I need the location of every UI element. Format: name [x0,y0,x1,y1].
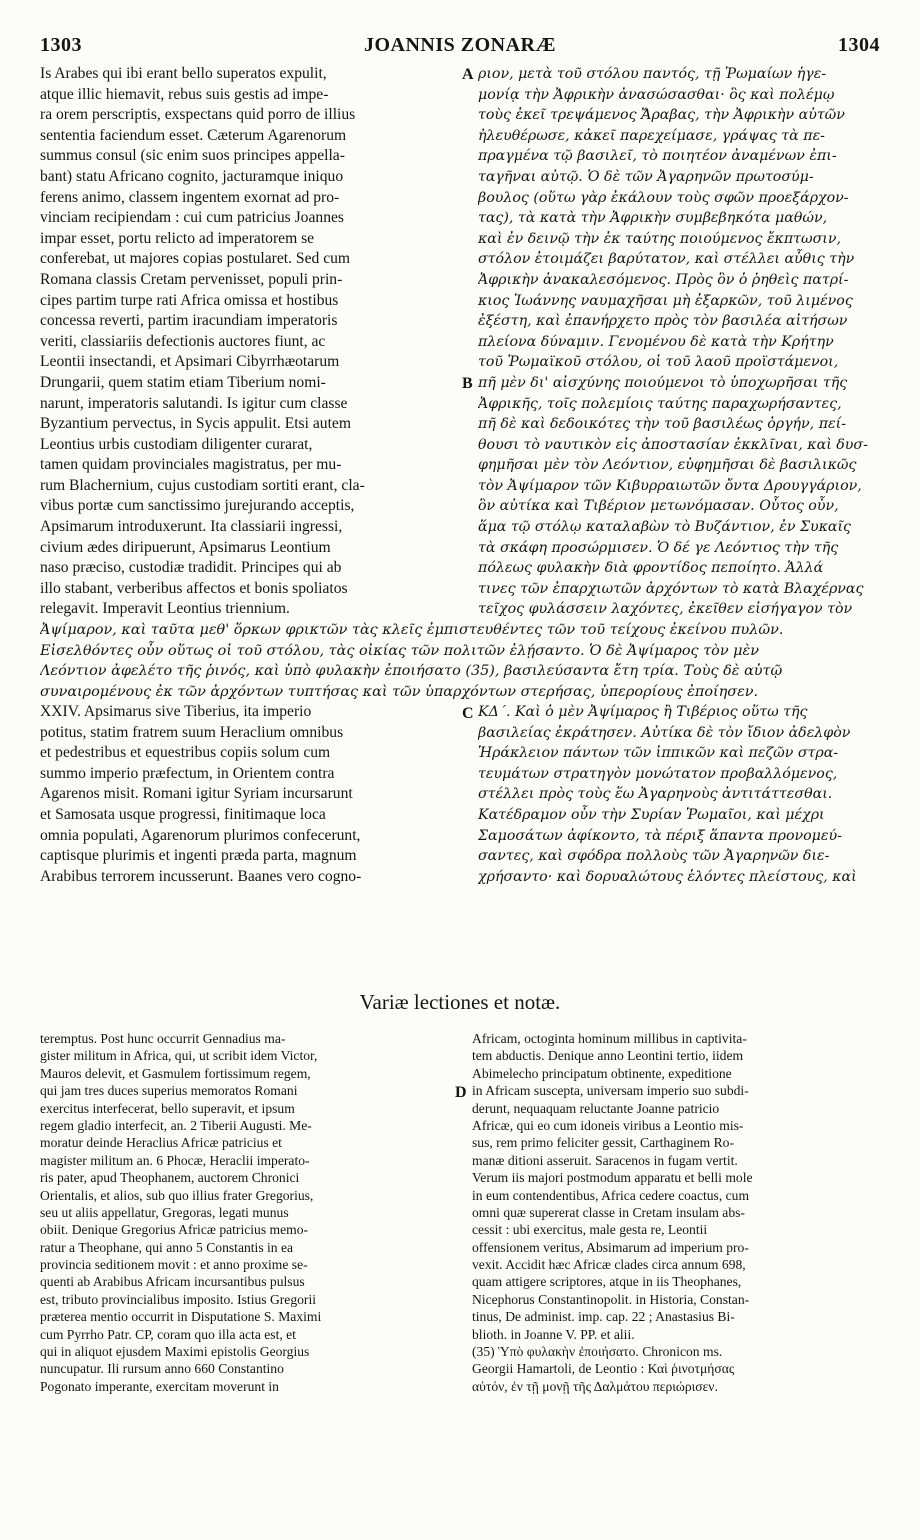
greek-text-line: Ἡράκλειον πάντων τῶν ἱππικῶν καὶ πεζῶν στρα- [478,745,839,762]
latin-text-line: Is Arabes qui ibi erant bello superatos expulit, [40,65,327,82]
greek-text-line: Κατέδραμον οὖν τὴν Συρίαν Ῥωμαῖοι, καὶ μέχρι [478,806,825,823]
note-text-line: Africæ, qui eo cum idoneis viribus a Leontio mis- [472,1117,744,1133]
latin-text-line: potitus, statim fratrem suum Heraclium omnibus [40,723,344,741]
greek-text-line: Σαμοσάτων ἀφίκοντο, τὰ πέριξ ἅπαντα προνομεύ- [478,827,842,844]
latin-text-line: Apsimarum introduxerunt. Ita classiarii ingressi, [40,518,343,536]
greek-text-line: Εἰσελθόντες οὖν οὕτως οἱ τοῦ στόλου, τὰς οἰκίας τῶν πολιτῶν ἐλῄσαντο. Ὁ δὲ Ἀψίμαρος τὸν μὲν [40,642,759,659]
greek-text-line: τὰ σκάφη προσώρμισεν. Ὁ δέ γε Λεόντιος τὴν τῆς [478,539,839,556]
greek-text-line: τὸν Ἀψίμαρον τῶν Κιβυρραιωτῶν ὄντα Δρουγγάριον, [478,477,862,494]
latin-text-line: veriti, classiariis defectionis auctores fiunt, ac [40,332,326,350]
greek-text-line: τοὺς ἐκεῖ τρεψάμενος Ἄραβας, τὴν Ἀφρικὴν αὐτῶν [478,107,845,124]
note-text-line: Georgii Hamartoli, de Leontio : Καὶ ῥινοτμήσας [472,1361,735,1377]
note-text-line: blioth. in Joanne V. PP. et alii. [472,1326,635,1342]
note-text-line: regem gladio interfecit, an. 2 Tiberii Augusti. Me- [40,1117,312,1133]
latin-text-line: cipes partim turpe rati Africa omissa et hostibus [40,291,339,309]
greek-column-bottom [478,702,880,887]
greek-text-line: πῆ δὲ καὶ δεδοικότες τὴν τοῦ βασιλέως ὀργήν, πεί- [478,416,846,433]
latin-text-line: Byzantium pervectus, in Sycis appulit. Etsi autem [40,415,351,433]
latin-text-line: conferebat, ut majores copias postularet. Sed cum [40,250,351,268]
latin-text-line: tamen quidam provinciales magistratus, per mu- [40,456,342,474]
greek-text-line: πραγμένα τῷ βασιλεῖ, τὸ ποιητέον ἀναμένων ἐπι- [478,148,837,165]
note-text-line: qui jam tres duces superius memoratos Romani [40,1083,298,1099]
note-text-line: (35) Ὑπὸ φυλακὴν ἐποιήσατο. Chronicon ms. [472,1344,723,1360]
greek-text-line: βουλος (οὕτω γὰρ ἐκάλουν τοὺς σφῶν προεξάρχον- [478,189,849,206]
latin-text-line: atque illic hiemavit, rebus suis gestis ad impe- [40,85,329,103]
page-header [40,34,880,56]
note-text-line: nuncupatur. Ili rursum anno 660 Constantino [40,1361,284,1377]
latin-text-line: Agarenos misit. Romani igitur Syriam incursarunt [40,785,353,803]
greek-text-line: τεῖχος φυλάσσειν λαχόντες, ἐκεῖθεν εἰσήγαγον τὸν [478,601,853,618]
greek-text-line: στέλλει πρὸς τοὺς ἕω Ἀγαρηνοὺς ἀντιτάττεσθαι. [478,786,833,803]
note-text-line: Pogonato imperante, exercitam moverunt in [40,1378,279,1394]
note-text-line: gister militum in Africa, qui, ut scribit idem Victor, [40,1048,318,1064]
note-text-line: Verum iis majori postmodum apparatu et belli mole [472,1170,753,1186]
note-text-line: αὐτόν, ἐν τῇ μονῇ τῆς Δαλμάτου περιώρισεν. [472,1378,718,1394]
greek-text-line: συναιρομένους ἐκ τῶν ἀρχόντων τυπτήσας καὶ τῶν ὑπαρχόντων στερήσας, ὑπερορίους ἐποίησεν. [40,683,759,700]
margin-marker-a: A [462,66,474,83]
latin-column-bottom [40,702,460,887]
latin-text-line: relegavit. Imperavit Leontius triennium. [40,600,290,618]
note-text-line: in eum contendentibus, Africa cedere coactus, cum [472,1187,750,1203]
greek-column-top [478,64,880,620]
note-text-line: ratur a Theophane, qui anno 5 Constantis in ea [40,1239,294,1255]
greek-text-line: θουσι τὸ ναυτικὸν εἰς ἀποστασίαν ἐκκλῖναι, καὶ δυσ- [478,436,868,453]
greek-text-line: Ἀφρικῆς, τοῖς πολεμίοις ταύτης παραχωρήσαντες, [478,395,842,412]
latin-column-top [40,64,460,620]
note-text-line: qui in aliquot ejusdem Maximi epistolis Georgius [40,1344,310,1360]
margin-marker-c: C [462,705,474,722]
greek-text-line: Ἀψίμαρον, καὶ ταῦτα μεθ' ὅρκων φρικτῶν τὰς κλεῖς ἐμπιστευθέντες τῶν τοῦ τείχους ἐκείνου πυλῶν. [40,622,784,638]
note-text-line: obiit. Denique Gregorius Africæ patricius memo- [40,1222,309,1238]
latin-text-line: captisque plurimis et ingenti præda parta, magnum [40,847,357,865]
greek-text-line: ΚΔ΄. Καὶ ὁ μὲν Ἀψίμαρος ἢ Τιβέριος οὕτω τῆς [478,704,808,720]
latin-text-line: vibus portæ cum sanctissimo jurejurando acceptis, [40,497,355,515]
latin-text-line: narunt, imperatoris salutandi. Is igitur cum classe [40,394,348,412]
greek-text-line: Ἀφρικὴν ἀνακαλεσόμενος. Πρὸς ὃν ὁ ῥηθεὶς πατρί- [478,271,849,288]
greek-text-line: τας), τὰ κατὰ τὴν Ἀφρικὴν συμβεβηκότα μαθών, [478,210,828,227]
greek-text-line: ἐξέστη, καὶ ἐπανήρχετο πρὸς τὸν βασιλέα αἰτήσων [478,313,848,330]
latin-text-line: summus consul (sic enim suos principes appella- [40,147,345,165]
notes-heading: Variæ lectiones et notæ. [359,990,561,1014]
greek-full-width-lines [40,620,880,702]
latin-text-line: XXIV. Apsimarus sive Tiberius, ita imperio [40,703,312,720]
note-text-line: Mauros delevit, et Gasmulem fortissimum regem, [40,1065,311,1081]
latin-text-line: bant) statu Africano cognito, jacturamque iniquo [40,167,344,185]
greek-text-line: ἠλευθέρωσε, κἀκεῖ παρεχείμασε, γράψας τὰ πε- [478,127,825,144]
latin-text-line: rum Blachernium, cujus custodiam sortiti erant, cla- [40,476,365,494]
note-text-line: teremptus. Post hunc occurrit Gennadius ma- [40,1031,286,1046]
notes-column-left [40,1030,450,1395]
note-text-line: Africam, octoginta hominum millibus in captivita- [472,1031,747,1046]
latin-text-line: ra orem perscriptis, exspectans quid porro de illius [40,106,356,124]
latin-text-line: Arabibus terrorem incusserunt. Baanes vero cogno- [40,867,362,885]
note-text-line: derunt, nequaquam reluctante Joanne patricio [472,1100,720,1116]
latin-text-line: civium ædes diripuerunt, Apsimarus Leontium [40,538,331,556]
greek-text-line: τινες τῶν ἐπαρχιωτῶν ἀρχόντων τὸ κατὰ Βλαχέρνας [478,580,864,597]
greek-text-line: πλείονα δύναμιν. Γενομένου δὲ κατὰ τὴν Κρήτην [478,333,834,350]
margin-marker-b: B [462,375,473,392]
note-text-line: Nicephorus Constantinopolit. in Historia, Constan- [472,1291,750,1307]
latin-text-line: sententia faciendum esset. Cæterum Agarenorum [40,126,347,144]
note-text-line: cum Pyrrho Patr. CP, coram quo illa acta est, et [40,1326,296,1342]
greek-text-line: κιος Ἰωάννης ναυμαχῆσαι μὴ ἐξαρκῶν, τοῦ λιμένος [478,292,853,309]
note-text-line: cessit : ubi exercitus, male gesta re, Leontii [472,1222,708,1238]
note-text-line: omni quæ supererat classe in Cretam insulam abs- [472,1204,745,1220]
latin-text-line: concessa reverti, partim iracundiam imperatoris [40,312,338,330]
note-text-line: ris pater, apud Theophanem, auctorem Chronici [40,1170,300,1186]
greek-text-line: ἅμα τῷ στόλῳ καταλαβὼν τὸ Βυζάντιον, ἐν Συκαῖς [478,519,851,536]
greek-text-line: χρήσαντο· καὶ δορυαλώτους ἑλόντες πλείστους, καὶ [478,868,857,885]
note-text-line: præterea mentio occurrit in Disputatione S. Maximi [40,1309,322,1325]
greek-text-line: πῆ μὲν δι' αἰσχύνης ποιούμενοι τὸ ὑποχωρῆσαι τῆς [478,374,848,391]
note-text-line: provincia seditionem movit : et anno proxime se- [40,1257,308,1273]
latin-text-line: illo stabant, verberibus affectos et bonis spoliatos [40,579,348,597]
latin-text-line: et Samosata usque progressi, finitimaque loca [40,805,326,823]
notes-column-right [472,1030,880,1395]
running-title: JOANNIS ZONARÆ [363,34,557,56]
greek-text-line: ριον, μετὰ τοῦ στόλου παντός, τῇ Ῥωμαίων ἡγε- [478,66,827,82]
latin-text-line: Leontii insectandi, et Apsimari Cibyrrhæotarum [40,353,340,371]
note-text-line: sus, rem primo feliciter gessit, Carthaginem Ro- [472,1135,734,1151]
note-text-line: vexit. Accidit hæc Africæ clades circa annum 698, [472,1257,746,1273]
latin-text-line: summo imperio præfectum, in Orientem contra [40,764,335,782]
latin-text-line: Leontius urbis custodiam diligenter curarat, [40,435,313,453]
note-text-line: est, tributo provincialibus imposito. Istius Gregorii [40,1291,317,1307]
greek-text-line: φημῆσαι μὲν τὸν Λεόντιον, εὐφημῆσαι δὲ βασιλικῶς [478,457,857,474]
latin-text-line: et pedestribus et equestribus copiis solum cum [40,744,331,762]
greek-text-line: Λεόντιον ἀφελέτο τῆς ῥινός, καὶ ὑπὸ φυλακὴν ἐποιήσατο (35), βασιλεύσαντα ἔτη τρία. Τοὺς δὲ αὐτῷ [40,663,783,680]
note-text-line: seu ut aliis appellatur, Gregoras, legati munus [40,1204,289,1220]
latin-text-line: impar esset, portu relicto ad imperatorem se [40,229,315,247]
margin-marker-d: D [455,1084,467,1101]
latin-text-line: omnia populati, Agarenorum plurimos confecerunt, [40,826,361,844]
greek-text-line: σαντες, καὶ σφόδρα πολλοὺς τῶν Ἀγαρηνῶν διε- [478,848,830,865]
note-text-line: magister militum an. 6 Phocæ, Heraclii imperato- [40,1152,310,1168]
note-text-line: quam attigere scriptores, atque in iis Theophanes, [472,1274,742,1290]
greek-text-line: μονίᾳ τὴν Ἀφρικὴν ἀνασώσασθαι· ὃς καὶ πολέμῳ [478,86,835,103]
latin-text-line: Drungarii, quem statim etiam Tiberium nomi- [40,373,326,391]
note-text-line: manæ ditioni asseruit. Saracenos in fugam vertit. [472,1152,738,1168]
note-text-line: tinus, De administ. imp. cap. 22 ; Anastasius Bi- [472,1309,735,1325]
latin-text-line: vinciam recipiendam : cui cum patricius Joannes [40,209,344,227]
greek-text-line: στόλον ἑτοιμάζει βαρύτατον, καὶ στέλλει αὖθις τὴν [478,251,855,268]
latin-text-line: naso præciso, custodiæ tradidit. Principes qui ab [40,559,342,577]
note-text-line: Abimelecho principatum obtinente, expeditione [472,1065,732,1081]
note-text-line: in Africam suscepta, universam imperio suo subdi- [472,1083,749,1099]
note-text-line: quenti ab Arabibus Africam incursantibus pulsus [40,1274,305,1290]
left-page-number: 1303 [40,34,82,56]
greek-text-line: τοῦ Ῥωμαϊκοῦ στόλου, οἱ τοῦ λαοῦ προϊστάμενοι, [478,354,839,371]
greek-text-line: ταγῆναι αὐτῷ. Ὁ δὲ τῶν Ἀγαρηνῶν πρωτοσύμ- [478,168,814,185]
note-text-line: offensionem veritus, Absimarum ad imperium pro- [472,1239,749,1255]
note-text-line: Orientalis, et alios, sub quo illius frater Gregorius, [40,1187,314,1203]
note-text-line: tem abductis. Denique anno Leontini tertio, iidem [472,1048,744,1064]
greek-text-line: τευμάτων στρατηγὸν μονώτατον προβαλλόμενος, [478,765,838,782]
note-text-line: moratur deinde Heraclius Africæ patricius et [40,1135,282,1151]
right-page-number: 1304 [838,34,880,56]
greek-text-line: βασιλείας ἐκράτησεν. Αὐτίκα δὲ τὸν ἴδιον ἀδελφὸν [478,724,851,741]
note-text-line: exercitus interfecerat, bello superavit, et ipsum [40,1100,295,1116]
greek-text-line: ὃν αὐτίκα καὶ Τιβέριον μετωνόμασαν. Οὗτος οὖν, [478,498,839,515]
latin-text-line: Romana classis Cretam pervenisset, populi prin- [40,270,343,288]
greek-text-line: καὶ ἐν δεινῷ τὴν ἐκ ταύτης ποιούμενος ἔκπτωσιν, [478,230,841,247]
greek-text-line: πόλεως φυλακὴν διὰ φροντίδος πεποίητο. Ἀλλά [478,560,824,577]
latin-text-line: ferens animo, classem ingentem exornat ad pro- [40,188,340,206]
